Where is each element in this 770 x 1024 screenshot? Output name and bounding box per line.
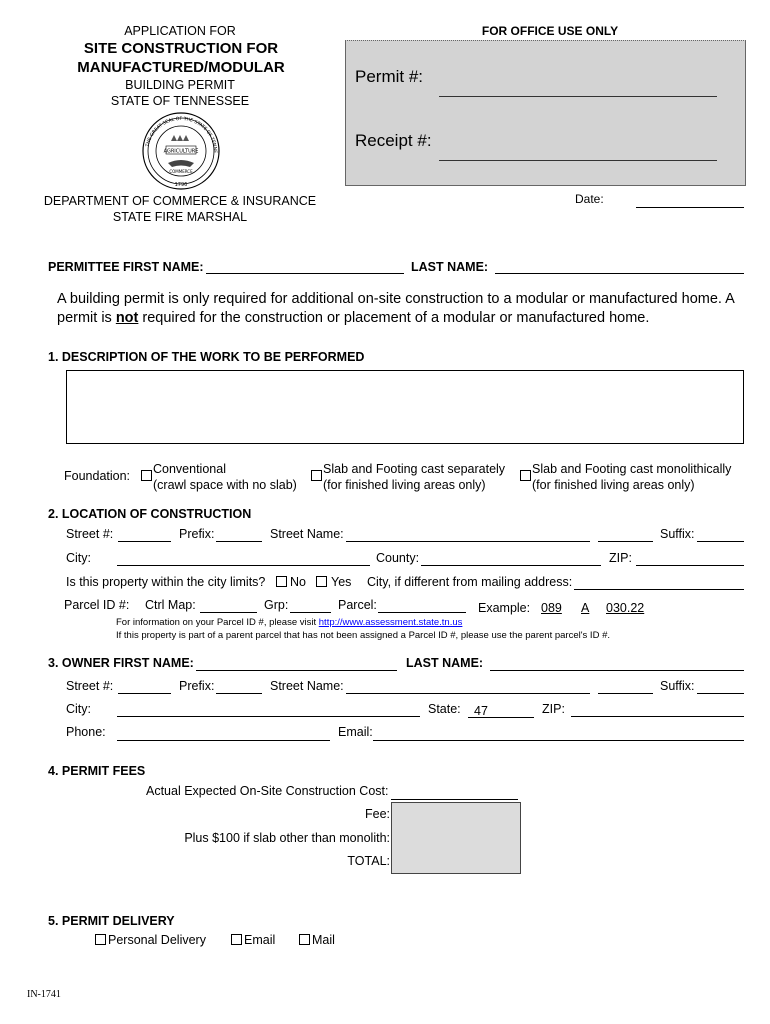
building-permit-text: BUILDING PERMIT	[125, 78, 235, 92]
foundation-conventional-line1: Conventional	[153, 462, 226, 476]
form-title-line1: SITE CONSTRUCTION FOR	[83, 40, 279, 57]
section2-heading: 2. LOCATION OF CONSTRUCTION	[48, 507, 252, 521]
foundation-separate-line2: (for finished living areas only)	[323, 478, 486, 492]
parcel-example-parcel: 030.22	[606, 601, 645, 615]
receipt-number-label: Receipt #:	[355, 131, 432, 150]
grp-label: Grp:	[264, 598, 289, 612]
fire-marshal-text: STATE FIRE MARSHAL	[112, 210, 248, 224]
construction-cost-field[interactable]	[391, 799, 518, 800]
permittee-last-name-field[interactable]	[495, 273, 744, 274]
owner-first-name-field[interactable]	[196, 670, 397, 671]
department-text: DEPARTMENT OF COMMERCE & INSURANCE	[43, 194, 317, 208]
delivery-personal-checkbox[interactable]	[95, 934, 106, 945]
receipt-number-field[interactable]	[439, 160, 717, 161]
section4-heading: 4. PERMIT FEES	[48, 764, 146, 778]
owner-street-name-label: Street Name:	[270, 679, 344, 693]
owner-state-field[interactable]	[468, 717, 534, 718]
permit-notice-part2: required for the construction or placement of a modular or manufactured home.	[138, 310, 650, 326]
owner-city-field[interactable]	[117, 716, 420, 717]
owner-street-extra-field[interactable]	[598, 693, 653, 694]
parcel-info-line2: If this property is part of a parent parcel that has not been assigned a Parcel ID #, please use the parent parcel's ID #.	[116, 630, 610, 641]
owner-state-label: State:	[428, 702, 461, 716]
foundation-separate-text	[323, 461, 505, 493]
permit-notice	[57, 290, 757, 328]
department-block	[30, 193, 330, 225]
office-use-heading: FOR OFFICE USE ONLY	[481, 24, 619, 38]
foundation-separate-checkbox[interactable]	[311, 470, 322, 481]
delivery-personal-label: Personal Delivery	[108, 933, 206, 947]
delivery-mail-label: Mail	[312, 933, 335, 947]
city-limits-question: Is this property within the city limits?	[66, 575, 266, 589]
location-street-number-label: Street #:	[66, 527, 114, 541]
assessment-link[interactable]: http://www.assessment.state.tn.us	[318, 617, 463, 628]
foundation-conventional-checkbox[interactable]	[141, 470, 152, 481]
grp-field[interactable]	[290, 612, 331, 613]
owner-suffix-label: Suffix:	[660, 679, 695, 693]
owner-prefix-field[interactable]	[216, 693, 262, 694]
city-different-label: City, if different from mailing address:	[367, 575, 573, 589]
form-title	[40, 39, 322, 77]
parcel-example-label: Example:	[478, 601, 531, 615]
owner-email-field[interactable]	[373, 740, 744, 741]
location-county-label: County:	[376, 551, 420, 565]
fee-totals-box	[391, 802, 521, 874]
parcel-info-prefix: For information on your Parcel ID #, please visit	[116, 617, 319, 628]
owner-email-label: Email:	[338, 725, 373, 739]
permit-notice-part1: A building permit is only required for additional on-site construction to a modular or manufactured home. A permit is	[57, 291, 735, 326]
owner-phone-field[interactable]	[117, 740, 330, 741]
permittee-last-name-label: LAST NAME:	[411, 260, 489, 274]
application-for-text: APPLICATION FOR	[124, 24, 236, 38]
date-label: Date:	[575, 192, 604, 206]
owner-state-value: 47	[474, 704, 488, 718]
ctrl-map-label: Ctrl Map:	[145, 598, 196, 612]
fee-label: Fee:	[364, 807, 390, 821]
subtitle	[80, 77, 280, 109]
foundation-monolithic-line2: (for finished living areas only)	[532, 478, 695, 492]
parcel-info-line1	[116, 617, 462, 628]
section1-heading: 1. DESCRIPTION OF THE WORK TO BE PERFORMED	[48, 350, 365, 364]
foundation-monolithic-text	[532, 461, 731, 493]
owner-street-number-label: Street #:	[66, 679, 114, 693]
foundation-separate-line1: Slab and Footing cast separately	[323, 462, 506, 476]
location-zip-label: ZIP:	[609, 551, 632, 565]
location-zip-field[interactable]	[636, 565, 744, 566]
foundation-monolithic-line1: Slab and Footing cast monolithically	[532, 462, 732, 476]
parcel-example-map: 089	[541, 601, 562, 615]
location-county-field[interactable]	[421, 565, 601, 566]
location-street-name-label: Street Name:	[270, 527, 344, 541]
city-limits-yes-checkbox[interactable]	[316, 576, 327, 587]
construction-cost-label: Actual Expected On-Site Construction Cost:	[146, 784, 389, 798]
tennessee-seal	[138, 111, 224, 191]
delivery-email-checkbox[interactable]	[231, 934, 242, 945]
seal-year-text: 1796	[174, 182, 188, 188]
owner-city-label: City:	[66, 702, 91, 716]
delivery-mail-checkbox[interactable]	[299, 934, 310, 945]
location-street-extra-field[interactable]	[598, 541, 653, 542]
seal-wheat-icon	[171, 135, 189, 141]
foundation-conventional-line2: (crawl space with no slab)	[153, 478, 297, 492]
owner-prefix-label: Prefix:	[179, 679, 215, 693]
permit-notice-emphasis: not	[115, 310, 139, 326]
city-limits-no-label: No	[290, 575, 306, 589]
parcel-label: Parcel:	[338, 598, 377, 612]
foundation-conventional-text	[153, 461, 297, 493]
city-limits-no-checkbox[interactable]	[276, 576, 287, 587]
seal-top-text-path: THE GREAT SEAL OF THE STATE OF TENNE	[145, 116, 218, 154]
ctrl-map-field[interactable]	[200, 612, 257, 613]
parcel-field[interactable]	[378, 612, 466, 613]
total-label: TOTAL:	[347, 854, 390, 868]
location-street-number-field[interactable]	[118, 541, 171, 542]
owner-zip-label: ZIP:	[542, 702, 565, 716]
foundation-label: Foundation:	[64, 469, 131, 483]
form-title-line2: MANUFACTURED/MODULAR	[77, 59, 285, 76]
permittee-first-name-label: PERMITTEE FIRST NAME:	[48, 260, 204, 274]
location-prefix-label: Prefix:	[179, 527, 215, 541]
foundation-monolithic-checkbox[interactable]	[520, 470, 531, 481]
location-city-field[interactable]	[117, 565, 370, 566]
owner-suffix-field[interactable]	[697, 693, 744, 694]
form-number: IN-1741	[27, 989, 61, 1000]
location-city-label: City:	[66, 551, 91, 565]
work-description-textarea[interactable]	[66, 370, 744, 444]
date-field[interactable]	[636, 207, 744, 208]
office-use-box	[345, 40, 746, 186]
owner-zip-field[interactable]	[571, 716, 744, 717]
location-suffix-label: Suffix:	[660, 527, 695, 541]
parcel-example-grp: A	[581, 601, 590, 615]
owner-last-name-field[interactable]	[490, 670, 744, 671]
seal-commerce-text: COMMERCE	[169, 169, 193, 174]
permit-number-field[interactable]	[439, 96, 717, 97]
section5-heading: 5. PERMIT DELIVERY	[48, 914, 175, 928]
parcel-id-label: Parcel ID #:	[64, 598, 130, 612]
delivery-email-label: Email	[244, 933, 276, 947]
location-prefix-field[interactable]	[216, 541, 262, 542]
owner-street-name-field[interactable]	[346, 693, 590, 694]
seal-agriculture-text: AGRICULTURE	[163, 148, 199, 155]
owner-last-name-label: LAST NAME:	[406, 656, 484, 670]
permit-number-label: Permit #:	[355, 67, 424, 86]
city-different-field[interactable]	[574, 589, 744, 590]
slab-fee-label: Plus $100 if slab other than monolith:	[184, 831, 390, 845]
owner-street-number-field[interactable]	[118, 693, 171, 694]
owner-phone-label: Phone:	[66, 725, 106, 739]
state-text: STATE OF TENNESSEE	[110, 94, 250, 108]
section3-heading: 3. OWNER FIRST NAME:	[48, 656, 194, 670]
city-limits-yes-label: Yes	[331, 575, 352, 589]
location-street-name-field[interactable]	[346, 541, 590, 542]
location-suffix-field[interactable]	[697, 541, 744, 542]
permittee-first-name-field[interactable]	[206, 273, 404, 274]
